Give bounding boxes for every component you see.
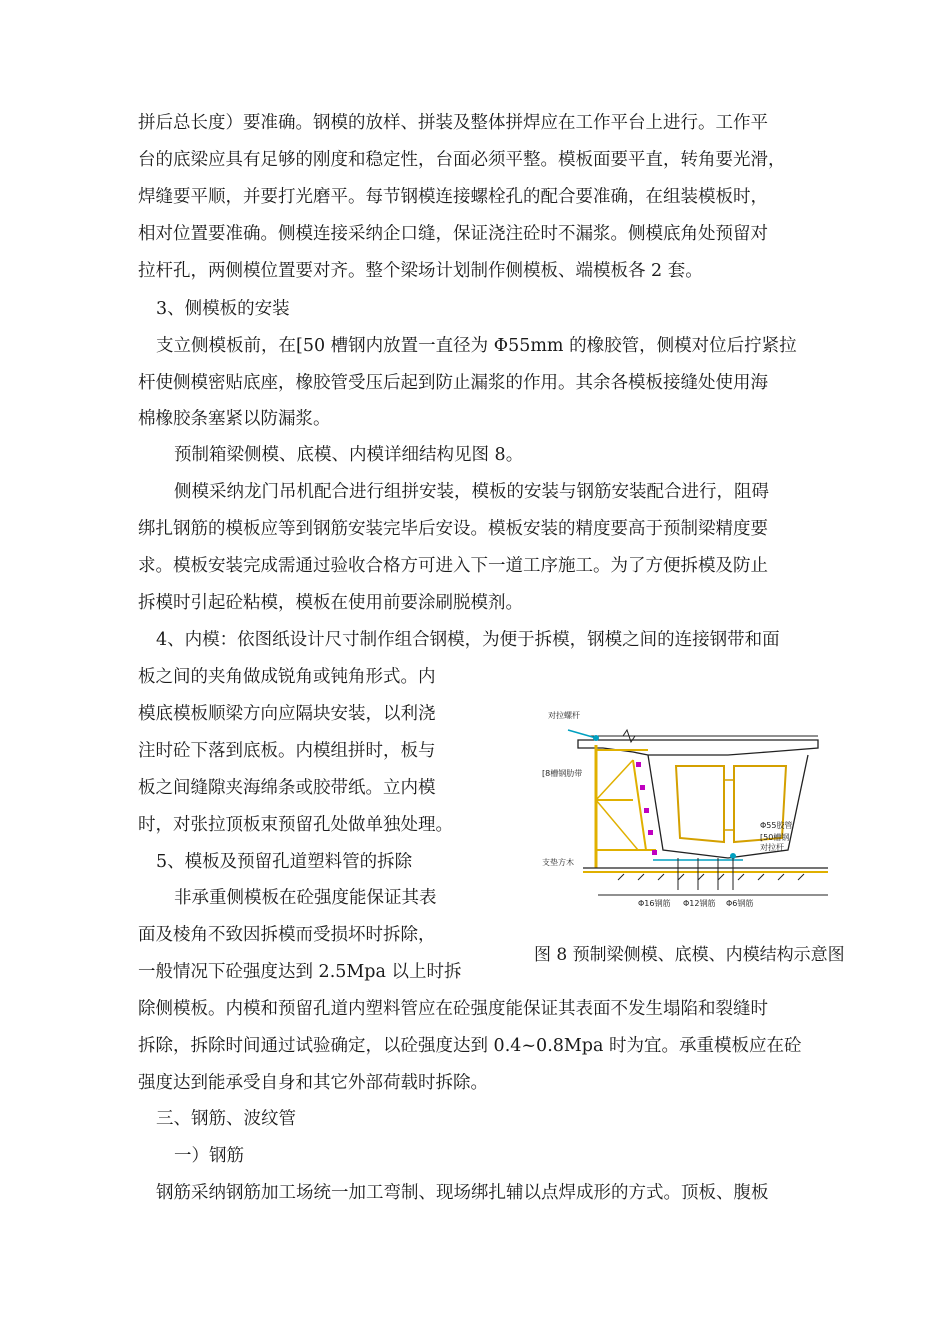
text-line: 4、内模：依图纸设计尺寸制作组合钢模，为便于拆模，钢模之间的连接钢带和面 <box>156 630 780 650</box>
text-line: 杆使侧模密贴底座，橡胶管受压后起到防止漏浆的作用。其余各模板接缝处使用海 <box>138 373 768 393</box>
section-heading: 三、钢筋、波纹管 <box>156 1109 296 1129</box>
text-line: 时，对张拉顶板束预留孔处做单独处理。 <box>138 815 453 835</box>
label-bar-12: Φ12钢筋 <box>683 899 716 908</box>
text-line: 相对位置要准确。侧模连接采纳企口缝，保证浇注砼时不漏浆。侧模底角处预留对 <box>138 224 768 244</box>
label-channel-50: [50槽钢 <box>760 833 790 842</box>
figure-caption: 图 8 预制梁侧模、底模、内模结构示意图 <box>534 945 845 965</box>
text-line: 棉橡胶条塞紧以防漏浆。 <box>138 409 331 429</box>
text-line: 拉杆孔，两侧模位置要对齐。整个梁场计划制作侧模板、端模板各 2 套。 <box>138 261 703 281</box>
text-line: 侧模采纳龙门吊机配合进行组拼安装，模板的安装与钢筋安装配合进行，阻碍 <box>174 482 769 502</box>
text-line: 强度达到能承受自身和其它外部荷载时拆除。 <box>138 1073 488 1093</box>
text-line: 板之间缝隙夹海绵条或胶带纸。立内模 <box>138 778 436 798</box>
text-line: 求。模板安装完成需通过验收合格方可进入下一道工序施工。为了方便拆模及防止 <box>138 556 768 576</box>
label-tie-rod-2: 对拉杆 <box>760 843 784 852</box>
text-line: 绑扎钢筋的模板应等到钢筋安装完毕后安设。模板安装的精度要高于预制梁精度要 <box>138 519 768 539</box>
text-line: 非承重侧模板在砼强度能保证其表 <box>174 888 437 908</box>
text-line: 模底模板顺梁方向应隔块安装，以利浇 <box>138 704 436 724</box>
text-line: 台的底梁应具有足够的刚度和稳定性，台面必须平整。模板面要平直，转角要光滑， <box>138 150 786 170</box>
text-line: 拆除，拆除时间通过试验确定，以砼强度达到 0.4~0.8Mpa 时为宜。承重模板应在砼 <box>138 1036 802 1056</box>
label-tie-rod: 对拉螺杆 <box>548 711 580 720</box>
label-bar-16: Φ16钢筋 <box>638 899 671 908</box>
text-line: 预制箱梁侧模、底模、内模详细结构见图 8。 <box>174 445 524 465</box>
text-line: 面及棱角不致因拆模而受损坏时拆除， <box>138 925 436 945</box>
label-bar-6: Φ6钢筋 <box>726 899 754 908</box>
label-pipe-55: Φ55胶管 <box>760 821 793 830</box>
text-line: 拼后总长度）要准确。钢模的放样、拼装及整体拼焊应在工作平台上进行。工作平 <box>138 113 768 133</box>
text-line: 除侧模板。内模和预留孔道内塑料管应在砼强度能保证其表面不发生塌陷和裂缝时 <box>138 999 768 1019</box>
text-line: 拆模时引起砼粘模，模板在使用前要涂刷脱模剂。 <box>138 593 523 613</box>
section-heading: 5、模板及预留孔道塑料管的拆除 <box>156 852 413 872</box>
text-line: 钢筋采纳钢筋加工场统一加工弯制、现场绑扎辅以点焊成形的方式。顶板、腹板 <box>156 1183 769 1203</box>
text-line: 注时砼下落到底板。内模组拼时，板与 <box>138 741 436 761</box>
label-support: 支垫方木 <box>542 858 574 867</box>
text-line: 焊缝要平顺，并要打光磨平。每节钢模连接螺栓孔的配合要准确，在组装模板时， <box>138 187 768 207</box>
formwork-diagram <box>528 690 868 920</box>
text-line: 支立侧模板前，在[50 槽钢内放置一直径为 Φ55mm 的橡胶管，侧模对位后拧紧拉 <box>156 336 797 356</box>
label-channel-8: [8槽钢肋带 <box>542 769 583 778</box>
section-heading: 一）钢筋 <box>174 1146 244 1166</box>
text-line: 板之间的夹角做成锐角或钝角形式。内 <box>138 667 436 687</box>
section-heading: 3、侧模板的安装 <box>156 299 290 319</box>
text-line: 一般情况下砼强度达到 2.5Mpa 以上时拆 <box>138 962 462 982</box>
